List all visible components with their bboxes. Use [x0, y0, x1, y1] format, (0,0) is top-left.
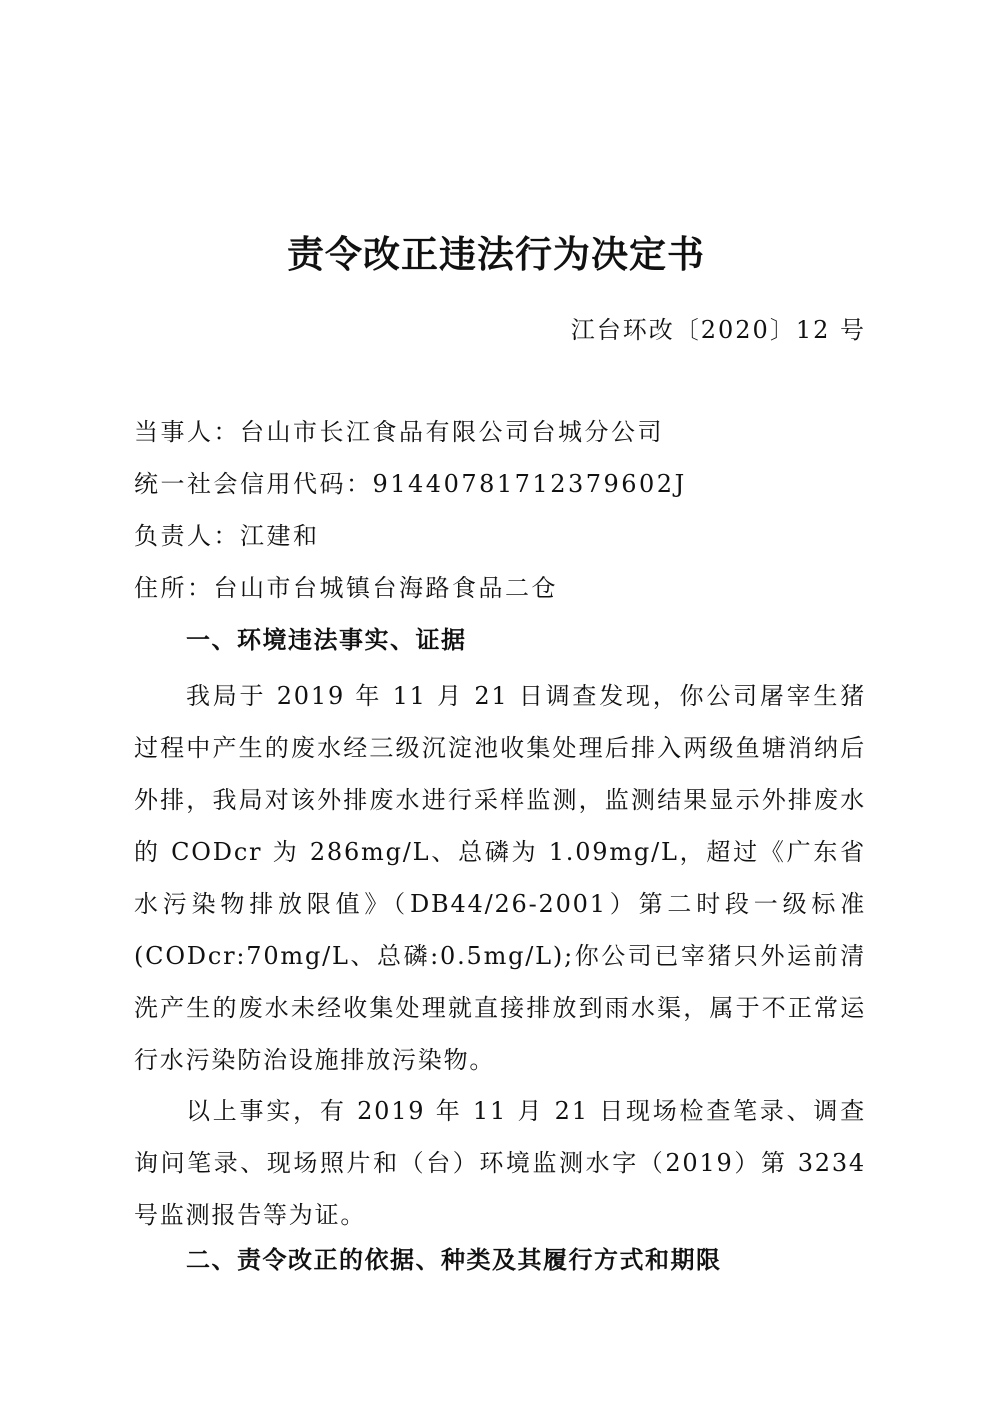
address-line: 住所：台山市台城镇台海路食品二仓 — [134, 574, 558, 602]
document-title: 责令改正违法行为决定书 — [287, 232, 705, 276]
credit-code-line: 统一社会信用代码：91440781712379602J — [134, 470, 687, 498]
party-line: 当事人：台山市长江食品有限公司台城分公司 — [134, 418, 664, 446]
section-heading-basis: 二、责令改正的依据、种类及其履行方式和期限 — [186, 1246, 722, 1274]
document-number: 江台环改〔2020〕12 号 — [570, 316, 866, 344]
section-heading-facts: 一、环境违法事实、证据 — [186, 626, 467, 654]
responsible-person-line: 负责人：江建和 — [134, 522, 320, 550]
evidence-paragraph: 以上事实，有 2019 年 11 月 21 日现场检查笔录、调查询问笔录、现场照片和（台）环境监测水字（2019）第 3234 号监测报告等为证。 — [134, 1097, 866, 1229]
facts-paragraph: 我局于 2019 年 11 月 21 日调查发现，你公司屠宰生猪过程中产生的废水经三级沉淀池收集处理后排入两级鱼塘消纳后外排，我局对该外排废水进行采样监测，监测结果显示外排废水的 CODcr 为 286mg/L、总磷为 1.09mg/L，超过《广东省水污染物排放限值》（DB44/26-2001）第二时段一级标准(CODcr:70mg/L、总磷:0.5mg/L);你公司已宰猪只外运前清洗产生的废水未经收集处理就直接排放到雨水渠，属于不正常运行水污染防治设施排放污染物。 — [134, 682, 866, 1074]
